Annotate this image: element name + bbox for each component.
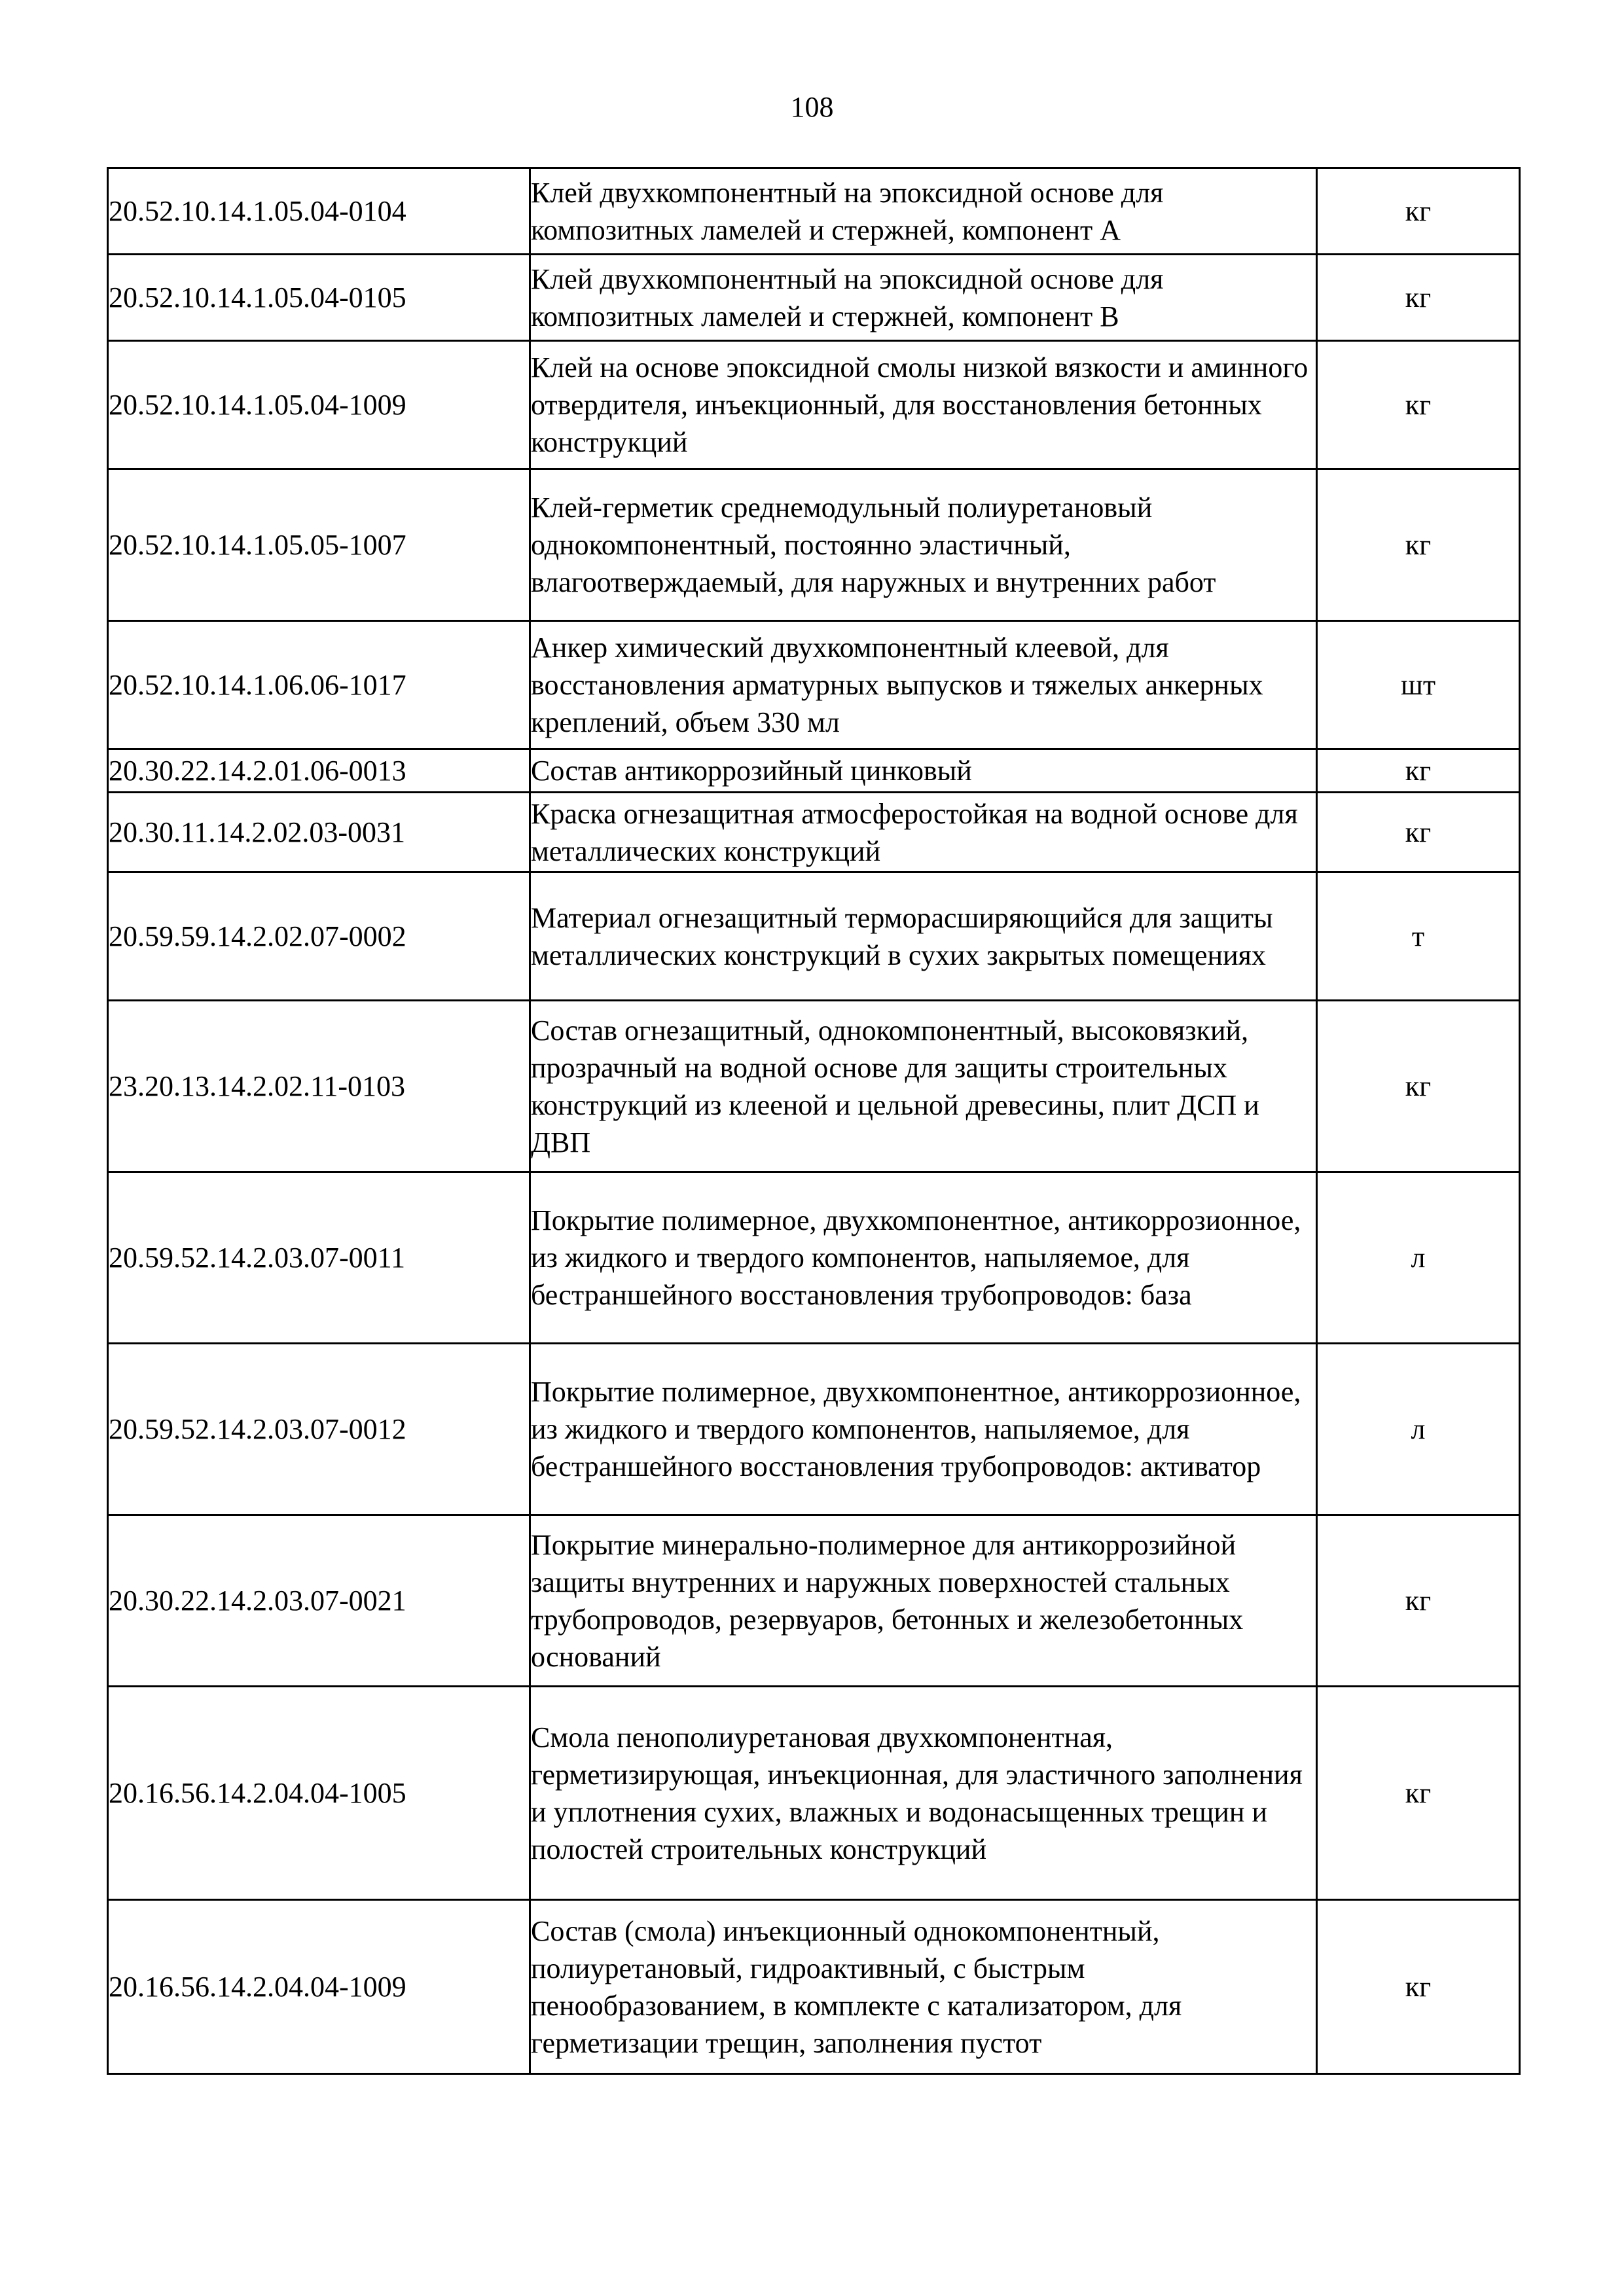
unit-of-measure: кг xyxy=(1317,469,1520,621)
table-row xyxy=(108,1687,1520,1900)
material-description: Клей на основе эпоксидной смолы низкой вязкости и аминного отвердителя, инъекционный, для восстановления бетонных конструкций xyxy=(530,341,1317,469)
material-description: Покрытие полимерное, двухкомпонентное, антикоррозионное, из жидкого и твердого компонентов, напыляемое, для бестраншейного восстановления трубопроводов: база xyxy=(530,1172,1317,1344)
unit-of-measure: шт xyxy=(1317,621,1520,749)
table-row xyxy=(108,255,1520,341)
unit-of-measure: кг xyxy=(1317,341,1520,469)
table-row xyxy=(108,749,1520,793)
table-row xyxy=(108,1900,1520,2074)
table-row xyxy=(108,1344,1520,1515)
material-code: 20.16.56.14.2.04.04-1005 xyxy=(108,1687,530,1900)
material-code: 20.59.59.14.2.02.07-0002 xyxy=(108,872,530,1001)
table-row xyxy=(108,1172,1520,1344)
material-description: Краска огнезащитная атмосферостойкая на водной основе для металлических конструкций xyxy=(530,793,1317,872)
material-description: Состав огнезащитный, однокомпонентный, высоковязкий, прозрачный на водной основе для защиты строительных конструкций из клееной и цельной древесины, плит ДСП и ДВП xyxy=(530,1001,1317,1172)
material-code: 20.30.22.14.2.03.07-0021 xyxy=(108,1515,530,1687)
table-row xyxy=(108,168,1520,255)
unit-of-measure: кг xyxy=(1317,1001,1520,1172)
table-row xyxy=(108,793,1520,872)
unit-of-measure: кг xyxy=(1317,255,1520,341)
material-description: Клей двухкомпонентный на эпоксидной основе для композитных ламелей и стержней, компонент В xyxy=(530,255,1317,341)
table-row xyxy=(108,872,1520,1001)
material-description: Клей двухкомпонентный на эпоксидной основе для композитных ламелей и стержней, компонент А xyxy=(530,168,1317,255)
material-code: 20.52.10.14.1.05.05-1007 xyxy=(108,469,530,621)
material-code: 20.59.52.14.2.03.07-0012 xyxy=(108,1344,530,1515)
material-description: Покрытие минерально-полимерное для антикоррозийной защиты внутренних и наружных поверхностей стальных трубопроводов, резервуаров, бетонных и железобетонных оснований xyxy=(530,1515,1317,1687)
table-row xyxy=(108,341,1520,469)
materials-table xyxy=(107,167,1521,2075)
material-code: 20.59.52.14.2.03.07-0011 xyxy=(108,1172,530,1344)
material-description: Покрытие полимерное, двухкомпонентное, антикоррозионное, из жидкого и твердого компонентов, напыляемое, для бестраншейного восстановления трубопроводов: активатор xyxy=(530,1344,1317,1515)
material-description: Клей-герметик среднемодульный полиуретановый однокомпонентный, постоянно эластичный, влагоотверждаемый, для наружных и внутренних работ xyxy=(530,469,1317,621)
table-row xyxy=(108,469,1520,621)
unit-of-measure: кг xyxy=(1317,168,1520,255)
unit-of-measure: кг xyxy=(1317,793,1520,872)
unit-of-measure: кг xyxy=(1317,1900,1520,2074)
material-code: 20.52.10.14.1.05.04-0105 xyxy=(108,255,530,341)
material-description: Материал огнезащитный терморасширяющийся для защиты металлических конструкций в сухих закрытых помещениях xyxy=(530,872,1317,1001)
page-number: 108 xyxy=(790,91,834,123)
material-description: Смола пенополиуретановая двухкомпонентная, герметизирующая, инъекционная, для эластичного заполнения и уплотнения сухих, влажных и водонасыщенных трещин и полостей строительных конструкций xyxy=(530,1687,1317,1900)
material-code: 20.30.22.14.2.01.06-0013 xyxy=(108,749,530,793)
material-code: 20.16.56.14.2.04.04-1009 xyxy=(108,1900,530,2074)
table-row xyxy=(108,1515,1520,1687)
unit-of-measure: кг xyxy=(1317,1515,1520,1687)
table-row xyxy=(108,621,1520,749)
material-description: Анкер химический двухкомпонентный клеевой, для восстановления арматурных выпусков и тяжелых анкерных креплений, объем 330 мл xyxy=(530,621,1317,749)
table-row xyxy=(108,1001,1520,1172)
unit-of-measure: кг xyxy=(1317,749,1520,793)
material-code: 20.52.10.14.1.05.04-1009 xyxy=(108,341,530,469)
material-code: 23.20.13.14.2.02.11-0103 xyxy=(108,1001,530,1172)
unit-of-measure: т xyxy=(1317,872,1520,1001)
material-description: Состав (смола) инъекционный однокомпонентный, полиуретановый, гидроактивный, с быстрым пенообразованием, в комплекте с катализатором, для герметизации трещин, заполнения пустот xyxy=(530,1900,1317,2074)
material-description: Состав антикоррозийный цинковый xyxy=(530,749,1317,793)
unit-of-measure: л xyxy=(1317,1172,1520,1344)
material-code: 20.30.11.14.2.02.03-0031 xyxy=(108,793,530,872)
unit-of-measure: л xyxy=(1317,1344,1520,1515)
unit-of-measure: кг xyxy=(1317,1687,1520,1900)
material-code: 20.52.10.14.1.06.06-1017 xyxy=(108,621,530,749)
material-code: 20.52.10.14.1.05.04-0104 xyxy=(108,168,530,255)
